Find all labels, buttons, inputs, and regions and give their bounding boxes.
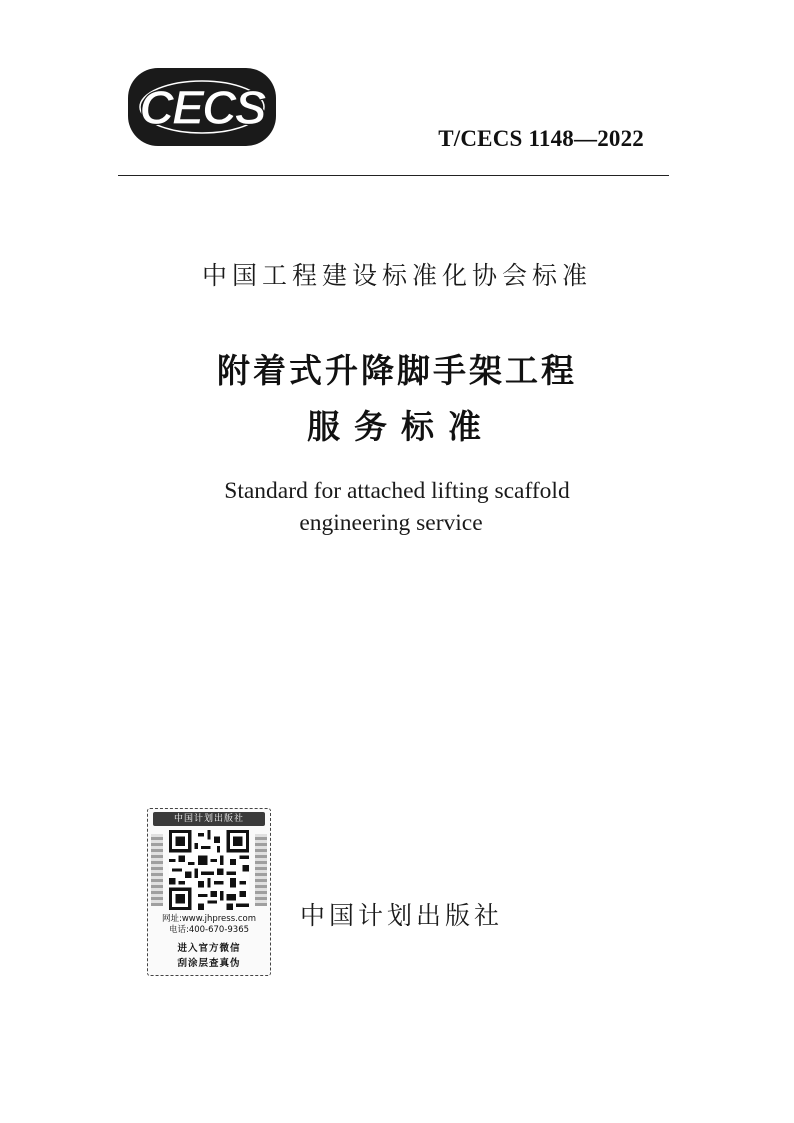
header-rule <box>118 175 669 176</box>
sticker-phone: 电话:400-670-9365 <box>168 925 250 935</box>
publisher-name: 中国计划出版社 <box>300 901 504 930</box>
sticker-header: 中国计划出版社 <box>153 812 265 826</box>
association-line: 中国工程建设标准化协会标准 <box>201 261 592 290</box>
sticker-side-pattern-right <box>255 834 267 906</box>
cecs-logo-text: CECS <box>139 82 265 135</box>
sticker-notice-line2: 刮涂层查真伪 <box>177 958 241 969</box>
anti-counterfeit-sticker <box>147 808 271 976</box>
title-cn-line2: 服务标准 <box>307 407 495 446</box>
standard-number: T/CECS 1148—2022 <box>438 126 644 151</box>
sticker-side-pattern-left <box>151 834 163 906</box>
sticker-notice-line1: 进入官方微信 <box>177 943 241 954</box>
title-en-line1: Standard for attached lifting scaffold <box>224 478 570 504</box>
cecs-logo <box>126 66 278 148</box>
title-en-line2: engineering service <box>299 510 483 536</box>
title-cn-line1: 附着式升降脚手架工程 <box>217 351 577 390</box>
qr-code-icon[interactable] <box>169 830 249 910</box>
sticker-url: 网址:www.jhpress.com <box>161 914 257 924</box>
